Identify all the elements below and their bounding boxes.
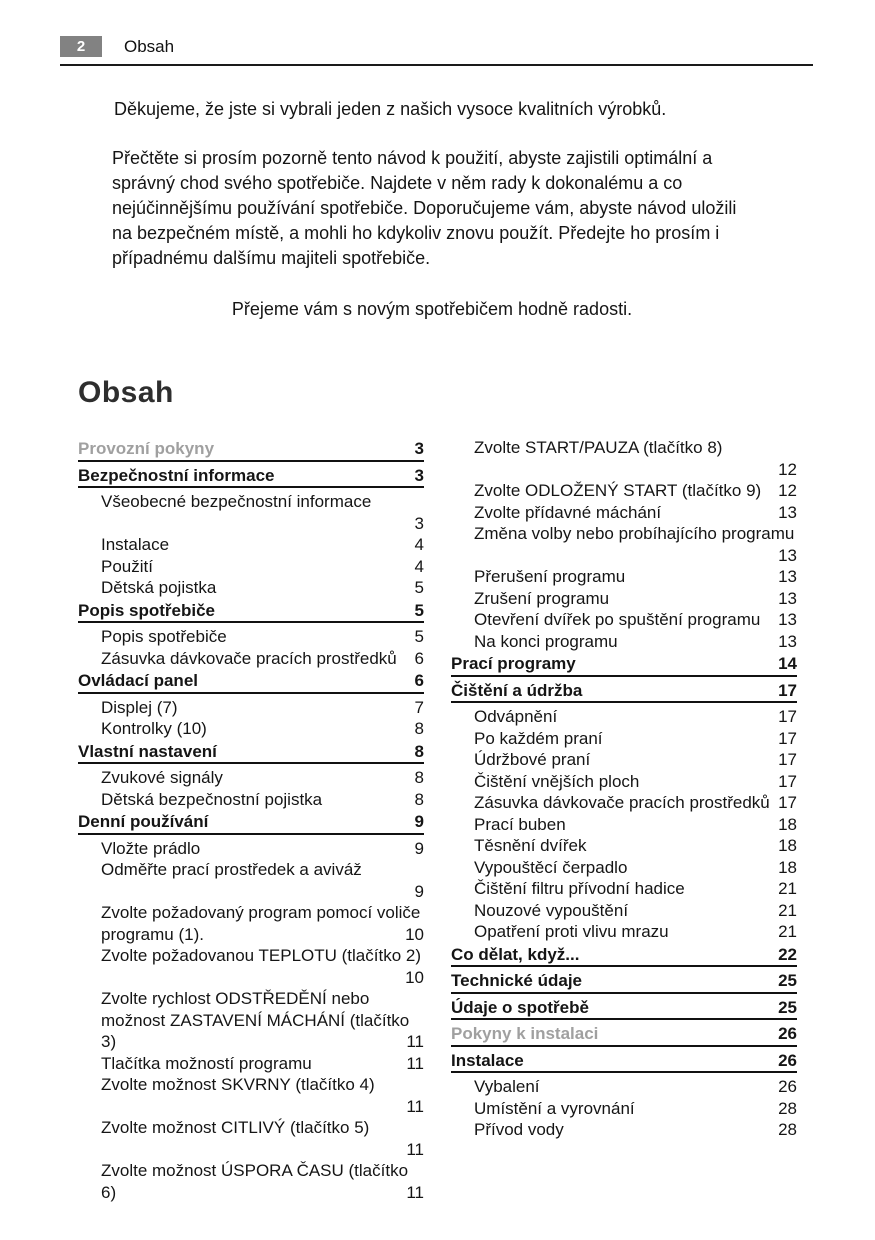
toc-section-entry xyxy=(78,811,424,835)
toc-entry-label: Přívod vody xyxy=(474,1120,564,1139)
toc-sub-entry xyxy=(78,697,424,719)
toc-entry-label: Vypouštěcí čerpadlo xyxy=(474,857,628,877)
toc-sub-entry xyxy=(451,728,797,750)
toc-sub-entry xyxy=(78,534,424,556)
toc-entry-label: Těsnění dvířek xyxy=(474,836,587,855)
toc-page-number: 17 xyxy=(778,793,797,812)
toc-entry-label: Umístění a vyrovnání xyxy=(474,1098,635,1118)
toc-sub-entry xyxy=(451,921,797,943)
toc-entry-label: Denní používání xyxy=(78,812,209,831)
toc-sub-entry xyxy=(451,835,797,857)
toc-page-number: 28 xyxy=(778,1120,797,1139)
toc-page-number: 17 xyxy=(778,728,797,748)
toc-sub-entry xyxy=(451,857,797,879)
toc-entry-label: Kontrolky (10) xyxy=(101,719,207,738)
toc-entry-label: Použití xyxy=(101,556,153,576)
toc-entry-label: Zvolte požadovaný program pomocí voliče programu (1). xyxy=(101,903,421,944)
intro-body-text: Přečtěte si prosím pozorně tento návod k použití, abyste zajistili optimální a správný chod svého spotřebiče. Najdete v něm rady k dokonalému a co nejúčinnějšímu používání spotřebiče. Doporučujeme vám, abyste návod uložili na bezpečném místě, a mohli ho kdykoliv znovu použít. Předejte ho prosím i případnému dalšímu majiteli spotřebiče. xyxy=(112,148,737,268)
toc-page-number: 4 xyxy=(414,556,424,576)
toc-sub-entry xyxy=(451,566,797,588)
toc-page-number: 17 xyxy=(778,750,797,769)
toc-page-number: 26 xyxy=(778,1050,797,1070)
toc-sub-entry xyxy=(78,859,424,902)
page-header xyxy=(60,36,813,66)
toc-entry-label: Odvápnění xyxy=(474,707,558,726)
toc-entry-label: Na konci programu xyxy=(474,631,618,651)
toc-page-number: 11 xyxy=(406,1096,424,1116)
toc-page-number: 13 xyxy=(778,610,797,629)
toc-sub-entry xyxy=(451,814,797,836)
toc-page-number: 6 xyxy=(414,648,424,668)
intro-wish-text: Přejeme vám s novým spotřebičem hodně radosti. xyxy=(231,299,633,319)
toc-sub-entry xyxy=(78,648,424,670)
toc-section-entry xyxy=(451,1023,797,1047)
toc-sub-entry xyxy=(451,588,797,610)
toc-sub-entry xyxy=(451,792,797,814)
toc-page-number: 5 xyxy=(414,578,424,597)
toc-entry-label: Vlastní nastavení xyxy=(78,741,217,761)
toc-entry-label: Technické údaje xyxy=(451,971,583,990)
toc-entry-label: Vložte prádlo xyxy=(101,838,201,858)
intro-thanks-text: Děkujeme, že jste si vybrali jeden z našich vysoce kvalitních výrobků. xyxy=(114,99,667,119)
toc-page-number: 22 xyxy=(778,944,797,964)
toc-section-entry xyxy=(451,1050,797,1074)
toc-sub-entry xyxy=(451,878,797,900)
toc-sub-entry xyxy=(78,902,424,945)
toc-page-number: 11 xyxy=(406,1182,424,1202)
toc-entry-label: Zrušení programu xyxy=(474,588,610,608)
toc-section-entry xyxy=(78,600,424,624)
toc-entry-label: Zásuvka dávkovače pracích prostředků xyxy=(474,793,770,812)
toc-entry-label: Dětská pojistka xyxy=(101,578,217,597)
toc-column-left xyxy=(78,437,424,1203)
toc-entry-label: Zvolte START/PAUZA (tlačítko 8) xyxy=(474,438,723,457)
toc-section-entry xyxy=(451,680,797,704)
toc-page-number: 9 xyxy=(414,838,424,858)
toc-sub-entry xyxy=(451,749,797,771)
toc-page-number: 8 xyxy=(414,789,424,809)
toc-section-entry xyxy=(78,438,424,462)
toc-section-entry xyxy=(78,741,424,765)
toc-page-number: 17 xyxy=(778,771,797,791)
toc-entry-label: Dětská bezpečnostní pojistka xyxy=(101,789,323,809)
toc-entry-label: Zvolte požadovanou TEPLOTU (tlačítko 2) xyxy=(101,946,422,965)
toc-page-number: 17 xyxy=(778,707,797,726)
toc-page-number: 18 xyxy=(778,814,797,834)
toc-title: Obsah xyxy=(78,376,174,409)
toc-entry-label: Popis spotřebiče xyxy=(101,627,227,646)
toc-page-number: 26 xyxy=(778,1024,797,1043)
toc-entry-label: Zvukové signály xyxy=(101,768,223,787)
toc-page-number: 18 xyxy=(778,836,797,855)
toc-page-number: 3 xyxy=(414,513,424,533)
toc-page-number: 13 xyxy=(778,545,797,565)
toc-entry-label: Všeobecné bezpečnostní informace xyxy=(101,492,372,511)
toc-sub-entry xyxy=(78,767,424,789)
toc-page-number: 9 xyxy=(414,881,424,901)
page-number-badge: 2 xyxy=(60,36,102,57)
toc-entry-label: Čištění vnějších ploch xyxy=(474,771,640,791)
toc-sub-entry xyxy=(78,1117,424,1160)
toc-page-number: 8 xyxy=(414,719,424,738)
toc-page-number: 21 xyxy=(778,900,797,920)
toc-entry-label: Instalace xyxy=(451,1050,524,1070)
toc-entry-label: Co dělat, když... xyxy=(451,944,580,964)
toc-page-number: 25 xyxy=(778,971,797,990)
toc-sub-entry xyxy=(451,631,797,653)
toc-page-number: 11 xyxy=(406,1032,424,1051)
toc-entry-label: Zvolte přídavné máchání xyxy=(474,502,662,522)
toc-section-entry xyxy=(451,944,797,968)
toc-sub-entry xyxy=(451,437,797,480)
toc-sub-entry xyxy=(451,1119,797,1141)
toc-entry-label: Zvolte možnost SKVRNY (tlačítko 4) xyxy=(101,1075,375,1094)
toc-section-entry xyxy=(451,970,797,994)
toc-entry-label: Změna volby nebo probíhajícího programu xyxy=(474,524,795,543)
toc-sub-entry xyxy=(451,502,797,524)
toc-sub-entry xyxy=(78,556,424,578)
toc-page-number: 3 xyxy=(414,465,424,485)
toc-page-number: 10 xyxy=(405,967,424,987)
toc-page-number: 28 xyxy=(778,1098,797,1118)
toc-sub-entry xyxy=(78,1053,424,1075)
toc-sub-entry xyxy=(451,480,797,502)
toc-sub-entry xyxy=(451,1098,797,1120)
toc-page-number: 12 xyxy=(778,459,797,479)
toc-entry-label: Tlačítka možností programu xyxy=(101,1053,312,1073)
toc-entry-label: Vybalení xyxy=(474,1077,540,1096)
header-title: Obsah xyxy=(124,36,175,56)
toc-sub-entry xyxy=(78,988,424,1053)
toc-sub-entry xyxy=(451,609,797,631)
toc-sub-entry xyxy=(78,577,424,599)
toc-sub-entry xyxy=(78,789,424,811)
toc-sub-entry xyxy=(78,945,424,988)
toc-sub-entry xyxy=(78,838,424,860)
toc-entry-label: Údaje o spotřebě xyxy=(451,997,589,1017)
toc-entry-label: Zásuvka dávkovače pracích prostředků xyxy=(101,648,397,668)
toc-sub-entry xyxy=(78,1074,424,1117)
toc-page-number: 11 xyxy=(406,1053,424,1073)
toc-page-number: 25 xyxy=(778,997,797,1017)
toc-section-entry xyxy=(78,670,424,694)
toc-page-number: 18 xyxy=(778,857,797,877)
toc-sub-entry xyxy=(78,1160,424,1203)
toc-sub-entry xyxy=(451,1076,797,1098)
toc-page-number: 5 xyxy=(414,627,424,646)
toc-page-number: 6 xyxy=(414,671,424,690)
toc-entry-label: Zvolte rychlost ODSTŘEDĚNÍ nebo možnost ZASTAVENÍ MÁCHÁNÍ (tlačítko 3) xyxy=(101,989,410,1051)
toc-page-number: 4 xyxy=(414,535,424,554)
toc-entry-label: Popis spotřebiče xyxy=(78,600,215,620)
toc-column-right xyxy=(451,437,797,1203)
toc-page-number: 3 xyxy=(414,439,424,458)
toc-entry-label: Bezpečnostní informace xyxy=(78,465,275,485)
table-of-contents xyxy=(78,437,797,1203)
toc-entry-label: Pokyny k instalaci xyxy=(451,1024,599,1043)
toc-page-number: 5 xyxy=(414,600,424,620)
toc-page-number: 13 xyxy=(778,567,797,586)
toc-sub-entry xyxy=(451,523,797,566)
toc-page-number: 8 xyxy=(414,768,424,787)
toc-entry-label: Zvolte možnost ÚSPORA ČASU (tlačítko 6) xyxy=(101,1161,409,1202)
toc-section-entry xyxy=(451,997,797,1021)
toc-entry-label: Odměřte prací prostředek a aviváž xyxy=(101,860,362,879)
toc-sub-entry xyxy=(451,706,797,728)
toc-sub-entry xyxy=(78,718,424,740)
toc-entry-label: Provozní pokyny xyxy=(78,439,215,458)
toc-page-number: 13 xyxy=(778,588,797,608)
toc-page-number: 9 xyxy=(414,812,424,831)
toc-page-number: 7 xyxy=(414,697,424,717)
toc-page-number: 13 xyxy=(778,631,797,651)
toc-entry-label: Prací programy xyxy=(451,654,576,673)
toc-section-entry xyxy=(451,653,797,677)
toc-entry-label: Údržbové praní xyxy=(474,750,591,769)
toc-sub-entry xyxy=(451,771,797,793)
toc-page-number: 21 xyxy=(778,922,797,941)
toc-page-number: 12 xyxy=(778,481,797,500)
toc-page-number: 17 xyxy=(778,680,797,700)
toc-page-number: 26 xyxy=(778,1077,797,1096)
toc-page-number: 14 xyxy=(778,654,797,673)
toc-entry-label: Po každém praní xyxy=(474,728,603,748)
toc-entry-label: Zvolte ODLOŽENÝ START (tlačítko 9) xyxy=(474,481,762,500)
toc-sub-entry xyxy=(78,626,424,648)
toc-entry-label: Instalace xyxy=(101,535,170,554)
toc-page-number: 10 xyxy=(405,924,424,944)
toc-entry-label: Nouzové vypouštění xyxy=(474,900,629,920)
toc-page-number: 8 xyxy=(414,741,424,761)
toc-entry-label: Čištění a údržba xyxy=(451,680,583,700)
toc-entry-label: Přerušení programu xyxy=(474,567,626,586)
toc-entry-label: Otevření dvířek po spuštění programu xyxy=(474,610,761,629)
toc-page-number: 11 xyxy=(406,1139,424,1159)
toc-entry-label: Ovládací panel xyxy=(78,671,198,690)
toc-entry-label: Opatření proti vlivu mrazu xyxy=(474,922,669,941)
toc-page-number: 13 xyxy=(778,502,797,522)
toc-entry-label: Zvolte možnost CITLIVÝ (tlačítko 5) xyxy=(101,1118,370,1137)
toc-section-entry xyxy=(78,465,424,489)
toc-entry-label: Displej (7) xyxy=(101,697,178,717)
toc-entry-label: Čištění filtru přívodní hadice xyxy=(474,879,685,898)
toc-entry-label: Prací buben xyxy=(474,814,566,834)
toc-sub-entry xyxy=(451,900,797,922)
toc-sub-entry xyxy=(78,491,424,534)
toc-page-number: 21 xyxy=(778,879,797,898)
